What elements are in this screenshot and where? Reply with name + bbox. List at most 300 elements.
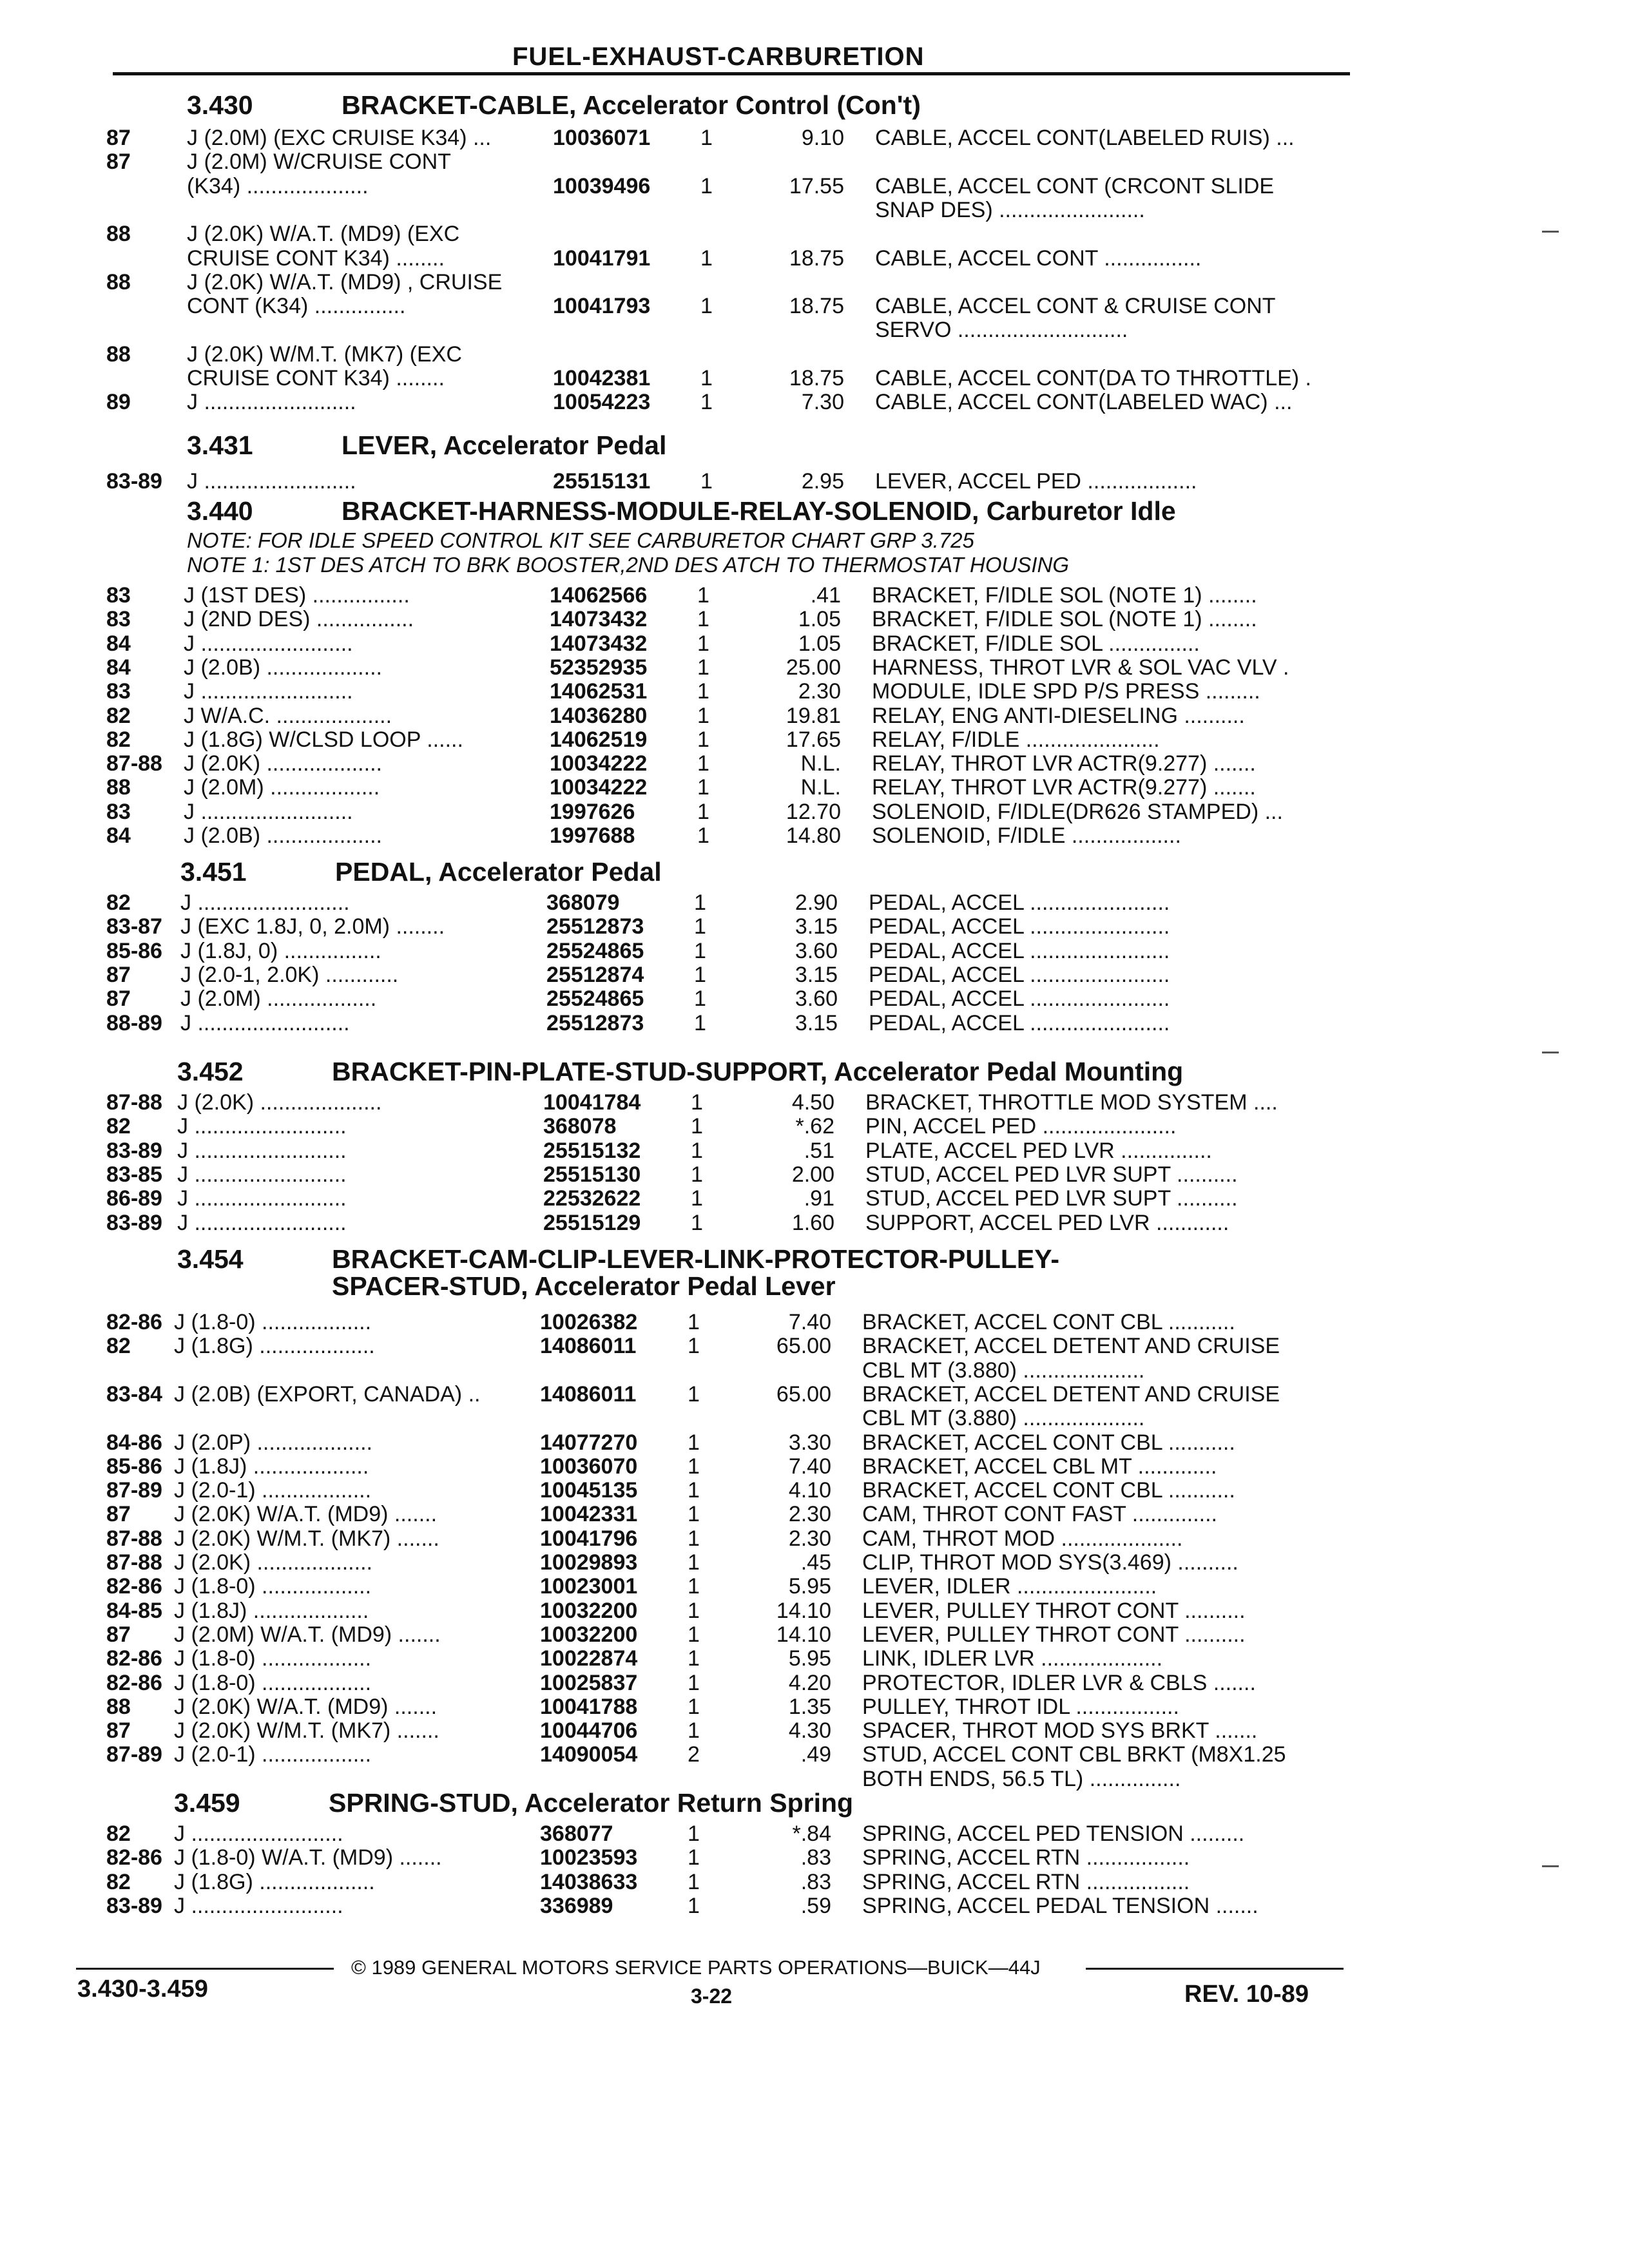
row-quantity: 1 <box>700 390 713 415</box>
part-row <box>0 1718 1629 1743</box>
row-description: PEDAL, ACCEL ....................... <box>869 914 1170 939</box>
row-application: J (2.0K) W/A.T. (MD9) (EXC <box>187 222 460 247</box>
row-quantity: 1 <box>694 890 706 915</box>
row-years: 86-89 <box>106 1186 162 1211</box>
section-title: PEDAL, Accelerator Pedal <box>335 857 662 887</box>
row-quantity: 1 <box>694 1010 706 1035</box>
row-description: PEDAL, ACCEL ....................... <box>869 962 1170 987</box>
part-row <box>0 1845 1629 1870</box>
row-application: J (2.0-1, 2.0K) ............ <box>180 962 399 987</box>
row-years: 87-88 <box>106 751 162 776</box>
row-years: 82-86 <box>106 1574 162 1599</box>
part-row <box>0 1310 1629 1334</box>
part-row <box>0 126 1629 150</box>
row-description: BRACKET, ACCEL DETENT AND CRUISE <box>862 1381 1280 1407</box>
row-quantity: 1 <box>694 938 706 963</box>
row-years: 87 <box>106 1502 131 1527</box>
row-application: J ......................... <box>174 1893 343 1918</box>
row-application: (K34) .................... <box>187 173 369 198</box>
row-quantity: 1 <box>688 1694 700 1719</box>
row-description: RELAY, F/IDLE ...................... <box>872 727 1160 752</box>
row-part-number: 14062519 <box>550 727 648 752</box>
row-part-number: 14090054 <box>540 1742 638 1767</box>
row-quantity: 1 <box>700 126 713 150</box>
row-description: STUD, ACCEL PED LVR SUPT .......... <box>865 1186 1238 1211</box>
row-description: PEDAL, ACCEL ....................... <box>869 986 1170 1012</box>
row-years: 82 <box>106 1114 131 1139</box>
row-years: 84-85 <box>106 1598 162 1623</box>
row-part-number: 10032200 <box>540 1598 638 1623</box>
row-description: PLATE, ACCEL PED LVR ............... <box>865 1138 1212 1163</box>
row-quantity: 1 <box>688 1478 700 1503</box>
row-part-number: 10054223 <box>553 390 651 415</box>
row-quantity: 1 <box>688 1622 700 1647</box>
row-years: 83 <box>106 679 131 704</box>
row-application: J (2.0M) .................. <box>184 775 380 800</box>
section-note: NOTE: FOR IDLE SPEED CONTROL KIT SEE CARBURETOR CHART GRP 3.725 <box>187 528 974 552</box>
row-application: J ......................... <box>187 390 356 415</box>
row-description: SNAP DES) ........................ <box>875 197 1145 222</box>
row-years: 82-86 <box>106 1310 162 1334</box>
row-price: 4.10 <box>788 1478 831 1503</box>
row-part-number: 10034222 <box>550 775 648 800</box>
row-years: 82 <box>106 703 131 728</box>
margin-tick <box>1542 1052 1559 1053</box>
row-price: 5.95 <box>788 1574 831 1599</box>
row-years: 89 <box>106 390 131 415</box>
part-row <box>0 294 1629 318</box>
row-part-number: 10045135 <box>540 1478 638 1503</box>
row-description: CABLE, ACCEL CONT (CRCONT SLIDE <box>875 173 1275 198</box>
row-quantity: 1 <box>691 1210 703 1235</box>
row-years: 82 <box>106 1821 131 1846</box>
row-quantity: 1 <box>688 1893 700 1918</box>
part-row <box>0 775 1629 800</box>
row-years: 88 <box>106 341 131 367</box>
row-years: 82 <box>106 1334 131 1359</box>
header-rule <box>113 72 1350 75</box>
row-description: CBL MT (3.880) .................... <box>862 1406 1145 1431</box>
row-part-number: 14086011 <box>540 1334 637 1359</box>
row-description: BRACKET, ACCEL CONT CBL ........... <box>862 1478 1235 1503</box>
row-years: 83-84 <box>106 1381 162 1407</box>
part-row <box>0 1767 1629 1791</box>
part-row <box>0 1358 1629 1383</box>
row-price: 65.00 <box>776 1381 831 1407</box>
section-number: 3.451 <box>180 857 247 887</box>
row-price: 18.75 <box>789 294 844 319</box>
part-row <box>0 963 1629 987</box>
row-part-number: 10034222 <box>550 751 648 776</box>
row-part-number: 10036070 <box>540 1454 638 1479</box>
row-description: LEVER, IDLER ....................... <box>862 1574 1157 1599</box>
row-quantity: 1 <box>688 1550 700 1575</box>
row-part-number: 14038633 <box>540 1869 638 1894</box>
row-application: CRUISE CONT K34) ........ <box>187 245 445 271</box>
row-years: 83 <box>106 607 131 632</box>
row-quantity: 1 <box>688 1821 700 1846</box>
row-years: 82 <box>106 890 131 915</box>
row-part-number: 25515130 <box>543 1162 641 1187</box>
row-part-number: 14036280 <box>550 703 648 728</box>
row-application: J ......................... <box>180 1010 350 1035</box>
part-row <box>0 631 1629 656</box>
row-description: RELAY, ENG ANTI-DIESELING .......... <box>872 703 1245 728</box>
row-description: BRACKET, ACCEL CBL MT ............. <box>862 1454 1217 1479</box>
row-price: *.62 <box>795 1114 834 1139</box>
row-description: CABLE, ACCEL CONT & CRUISE CONT <box>875 294 1276 319</box>
row-quantity: 1 <box>691 1138 703 1163</box>
row-part-number: 10022874 <box>540 1646 638 1671</box>
row-description: LEVER, PULLEY THROT CONT .......... <box>862 1598 1246 1623</box>
footer-page-number: 3-22 <box>691 1984 733 2008</box>
row-price: 4.20 <box>788 1670 831 1695</box>
part-row <box>0 679 1629 704</box>
row-part-number: 368079 <box>546 890 620 915</box>
row-application: J (1.8-0) W/A.T. (MD9) ....... <box>174 1845 442 1870</box>
row-description: SPRING, ACCEL PEDAL TENSION ....... <box>862 1893 1258 1918</box>
row-part-number: 1997626 <box>550 799 635 824</box>
row-description: BRACKET, ACCEL CONT CBL ........... <box>862 1430 1235 1455</box>
part-row <box>0 149 1629 174</box>
row-price: 9.10 <box>801 126 844 150</box>
row-years: 82-86 <box>106 1670 162 1695</box>
row-quantity: 1 <box>697 751 709 776</box>
row-years: 83 <box>106 583 131 608</box>
row-description: CABLE, ACCEL CONT(LABELED RUIS) ... <box>875 126 1295 150</box>
row-part-number: 10029893 <box>540 1550 638 1575</box>
row-part-number: 10025837 <box>540 1670 638 1695</box>
row-description: PEDAL, ACCEL ....................... <box>869 938 1170 963</box>
row-price: 2.30 <box>788 1526 831 1551</box>
row-quantity: 1 <box>688 1845 700 1870</box>
row-quantity: 1 <box>694 962 706 987</box>
row-price: .83 <box>800 1845 831 1870</box>
row-description: CABLE, ACCEL CONT(LABELED WAC) ... <box>875 390 1293 415</box>
row-description: BRACKET, F/IDLE SOL ............... <box>872 631 1200 656</box>
section-title: SPRING-STUD, Accelerator Return Spring <box>329 1788 854 1818</box>
part-row <box>0 1430 1629 1455</box>
row-quantity: 1 <box>700 173 713 198</box>
row-application: J W/A.C. ................... <box>184 703 392 728</box>
row-years: 83-89 <box>106 469 162 494</box>
row-application: J (1.8G) ................... <box>174 1334 375 1359</box>
section-number: 3.454 <box>177 1244 244 1274</box>
section-heading <box>180 857 662 887</box>
row-part-number: 10041791 <box>553 245 651 271</box>
row-application: J ......................... <box>184 799 353 824</box>
row-years: 83 <box>106 799 131 824</box>
part-row <box>0 914 1629 939</box>
row-price: 4.50 <box>791 1090 834 1115</box>
row-price: 1.05 <box>798 631 841 656</box>
row-application: J (1.8-0) .................. <box>174 1670 372 1695</box>
row-application: J ......................... <box>177 1114 347 1139</box>
row-quantity: 1 <box>691 1162 703 1187</box>
row-part-number: 10026382 <box>540 1310 638 1334</box>
section-number: 3.440 <box>187 496 253 526</box>
row-price: .49 <box>800 1742 831 1767</box>
row-description: SUPPORT, ACCEL PED LVR ............ <box>865 1210 1229 1235</box>
row-application: J (1.8-0) .................. <box>174 1646 372 1671</box>
row-price: 25.00 <box>786 655 841 680</box>
row-years: 88 <box>106 1694 131 1719</box>
row-application: J (1.8G) ................... <box>174 1869 375 1894</box>
row-description: LEVER, PULLEY THROT CONT .......... <box>862 1622 1246 1647</box>
row-years: 83-87 <box>106 914 162 939</box>
part-row <box>0 1211 1629 1235</box>
part-row <box>0 1406 1629 1430</box>
part-row <box>0 800 1629 824</box>
row-description: CBL MT (3.880) .................... <box>862 1358 1145 1383</box>
page-header-title: FUEL-EXHAUST-CARBURETION <box>512 43 925 71</box>
part-row <box>0 366 1629 390</box>
part-row <box>0 1742 1629 1767</box>
row-years: 87 <box>106 1622 131 1647</box>
row-years: 84 <box>106 823 131 848</box>
row-part-number: 1997688 <box>550 823 635 848</box>
row-price: 3.60 <box>795 986 838 1012</box>
section-heading <box>177 1057 1183 1087</box>
row-part-number: 10044706 <box>540 1718 638 1744</box>
row-application: J ......................... <box>184 631 353 656</box>
part-row <box>0 1162 1629 1187</box>
row-price: .59 <box>800 1893 831 1918</box>
part-row <box>0 1695 1629 1719</box>
row-application: CRUISE CONT K34) ........ <box>187 366 445 390</box>
row-quantity: 1 <box>700 294 713 319</box>
row-description: SERVO ............................ <box>875 318 1128 343</box>
row-application: J (1.8-0) .................. <box>174 1310 372 1334</box>
row-quantity: 1 <box>694 914 706 939</box>
row-application: J (2.0B) (EXPORT, CANADA) .. <box>174 1381 481 1407</box>
part-row <box>0 823 1629 848</box>
row-application: J ......................... <box>180 890 350 915</box>
row-application: J (1ST DES) ................ <box>184 583 410 608</box>
row-part-number: 10023593 <box>540 1845 638 1870</box>
row-part-number: 25512873 <box>546 914 644 939</box>
part-row <box>0 1526 1629 1551</box>
row-price: 3.30 <box>788 1430 831 1455</box>
row-quantity: 1 <box>697 775 709 800</box>
row-part-number: 25524865 <box>546 938 644 963</box>
part-row <box>0 655 1629 680</box>
row-quantity: 1 <box>697 727 709 752</box>
row-description: CAM, THROT CONT FAST .............. <box>862 1502 1218 1527</box>
row-application: J (2.0K) .................... <box>177 1090 382 1115</box>
part-row <box>0 751 1629 776</box>
section-heading <box>187 496 1176 526</box>
row-price: 2.95 <box>801 469 844 494</box>
row-quantity: 1 <box>700 366 713 390</box>
row-quantity: 1 <box>700 245 713 271</box>
row-quantity: 1 <box>688 1598 700 1623</box>
row-part-number: 14062531 <box>550 679 648 704</box>
part-row <box>0 342 1629 367</box>
row-description: RELAY, THROT LVR ACTR(9.277) ....... <box>872 775 1256 800</box>
row-price: 1.05 <box>798 607 841 632</box>
row-quantity: 1 <box>697 799 709 824</box>
row-description: LINK, IDLER LVR .................... <box>862 1646 1163 1671</box>
row-application: J (2.0K) ................... <box>184 751 382 776</box>
row-description: BRACKET, ACCEL CONT CBL ........... <box>862 1310 1235 1334</box>
row-part-number: 10041796 <box>540 1526 638 1551</box>
row-application: J ......................... <box>177 1162 347 1187</box>
row-price: 7.30 <box>801 390 844 415</box>
part-row <box>0 1599 1629 1623</box>
row-application: J ......................... <box>187 469 356 494</box>
row-years: 83-85 <box>106 1162 162 1187</box>
row-part-number: 14062566 <box>550 583 648 608</box>
part-row <box>0 1646 1629 1671</box>
row-description: PULLEY, THROT IDL ................. <box>862 1694 1179 1719</box>
row-years: 88 <box>106 222 131 247</box>
row-quantity: 1 <box>688 1334 700 1359</box>
row-part-number: 336989 <box>540 1893 613 1918</box>
row-price: .41 <box>810 583 841 608</box>
row-application: J (EXC 1.8J, 0, 2.0M) ........ <box>180 914 445 939</box>
section-title: BRACKET-PIN-PLATE-STUD-SUPPORT, Accelerator Pedal Mounting <box>332 1057 1184 1086</box>
row-years: 87 <box>106 986 131 1012</box>
part-row <box>0 986 1629 1011</box>
part-row <box>0 704 1629 728</box>
row-application: J (2.0K) ................... <box>174 1550 372 1575</box>
row-quantity: 1 <box>697 823 709 848</box>
row-part-number: 10032200 <box>540 1622 638 1647</box>
row-description: PROTECTOR, IDLER LVR & CBLS ....... <box>862 1670 1256 1695</box>
row-application: J (1.8G) W/CLSD LOOP ...... <box>184 727 463 752</box>
part-row <box>0 1502 1629 1526</box>
row-part-number: 25515129 <box>543 1210 641 1235</box>
part-row <box>0 1090 1629 1115</box>
row-years: 85-86 <box>106 1454 162 1479</box>
row-application: J ......................... <box>177 1138 347 1163</box>
part-row <box>0 890 1629 915</box>
row-quantity: 1 <box>688 1310 700 1334</box>
row-price: .45 <box>800 1550 831 1575</box>
row-description: HARNESS, THROT LVR & SOL VAC VLV . <box>872 655 1289 680</box>
row-price: 18.75 <box>789 245 844 271</box>
row-description: STUD, ACCEL CONT CBL BRKT (M8X1.25 <box>862 1742 1286 1767</box>
row-part-number: 14077270 <box>540 1430 638 1455</box>
row-quantity: 1 <box>688 1526 700 1551</box>
row-part-number: 25524865 <box>546 986 644 1012</box>
row-years: 88 <box>106 775 131 800</box>
row-price: 2.00 <box>791 1162 834 1187</box>
row-price: 18.75 <box>789 366 844 390</box>
row-quantity: 1 <box>688 1381 700 1407</box>
row-application: J (1.8J, 0) ................ <box>180 938 381 963</box>
row-quantity: 1 <box>697 583 709 608</box>
row-description: SOLENOID, F/IDLE(DR626 STAMPED) ... <box>872 799 1283 824</box>
row-price: 3.15 <box>795 962 838 987</box>
footer-copyright: © 1989 GENERAL MOTORS SERVICE PARTS OPERATIONS—BUICK—44J <box>351 1956 1041 1979</box>
row-price: 17.55 <box>789 173 844 198</box>
row-years: 87 <box>106 149 131 175</box>
row-years: 83-89 <box>106 1138 162 1163</box>
row-price: .91 <box>804 1186 834 1211</box>
row-application: J (2.0M) W/CRUISE CONT <box>187 149 451 175</box>
row-part-number: 14073432 <box>550 607 648 632</box>
part-row <box>0 1011 1629 1035</box>
row-price: 7.40 <box>788 1310 831 1334</box>
section-heading <box>187 90 921 120</box>
row-application: J (2.0K) W/M.T. (MK7) ....... <box>174 1718 439 1744</box>
row-price: 5.95 <box>788 1646 831 1671</box>
row-quantity: 1 <box>688 1670 700 1695</box>
row-price: .51 <box>804 1138 834 1163</box>
part-row <box>0 1821 1629 1846</box>
row-years: 83-89 <box>106 1893 162 1918</box>
row-application: J ......................... <box>177 1186 347 1211</box>
part-row <box>0 1382 1629 1407</box>
row-price: 65.00 <box>776 1334 831 1359</box>
row-price: 17.65 <box>786 727 841 752</box>
row-part-number: 10023001 <box>540 1574 638 1599</box>
row-description: BOTH ENDS, 56.5 TL) ............... <box>862 1766 1181 1791</box>
row-application: J (2.0M) W/A.T. (MD9) ....... <box>174 1622 441 1647</box>
row-part-number: 10039496 <box>553 173 651 198</box>
part-row <box>0 1114 1629 1139</box>
part-row <box>0 1870 1629 1894</box>
section-number: 3.431 <box>187 430 253 460</box>
row-quantity: 1 <box>688 1574 700 1599</box>
part-row <box>0 318 1629 342</box>
row-description: CABLE, ACCEL CONT(DA TO THROTTLE) . <box>875 366 1311 390</box>
part-row <box>0 469 1629 494</box>
row-description: CLIP, THROT MOD SYS(3.469) .......... <box>862 1550 1239 1575</box>
part-row <box>0 1186 1629 1211</box>
row-description: PEDAL, ACCEL ....................... <box>869 1010 1170 1035</box>
row-price: 1.60 <box>791 1210 834 1235</box>
section-number: 3.452 <box>177 1057 244 1086</box>
row-part-number: 10041784 <box>543 1090 641 1115</box>
row-quantity: 1 <box>697 703 709 728</box>
row-quantity: 1 <box>697 679 709 704</box>
row-price: 12.70 <box>786 799 841 824</box>
row-part-number: 25512873 <box>546 1010 644 1035</box>
row-price: 3.15 <box>795 914 838 939</box>
part-row <box>0 1894 1629 1918</box>
row-application: J (2.0-1) .................. <box>174 1478 372 1503</box>
row-part-number: 10036071 <box>553 126 651 150</box>
row-application: J (2.0M) .................. <box>180 986 377 1012</box>
row-years: 84 <box>106 655 131 680</box>
section-title: LEVER, Accelerator Pedal <box>342 430 667 460</box>
row-years: 82-86 <box>106 1845 162 1870</box>
part-row <box>0 1550 1629 1575</box>
row-part-number: 14086011 <box>540 1381 637 1407</box>
row-price: 3.60 <box>795 938 838 963</box>
section-title-continued: SPACER-STUD, Accelerator Pedal Lever <box>332 1271 836 1301</box>
part-row <box>0 270 1629 294</box>
row-years: 87 <box>106 962 131 987</box>
row-quantity: 1 <box>688 1646 700 1671</box>
row-price: 14.10 <box>776 1622 831 1647</box>
row-description: CABLE, ACCEL CONT ................ <box>875 245 1202 271</box>
section-heading <box>187 430 666 461</box>
row-years: 88 <box>106 269 131 294</box>
row-years: 87-88 <box>106 1526 162 1551</box>
row-application: J (2.0K) W/M.T. (MK7) ....... <box>174 1526 439 1551</box>
row-price: 2.30 <box>798 679 841 704</box>
part-row <box>0 1478 1629 1503</box>
row-price: 2.90 <box>795 890 838 915</box>
footer-rule-right <box>1086 1968 1344 1970</box>
row-application: J (2.0K) W/A.T. (MD9) ....... <box>174 1694 438 1719</box>
section-note: NOTE 1: 1ST DES ATCH TO BRK BOOSTER,2ND DES ATCH TO THERMOSTAT HOUSING <box>187 553 1070 577</box>
part-row <box>0 1454 1629 1479</box>
